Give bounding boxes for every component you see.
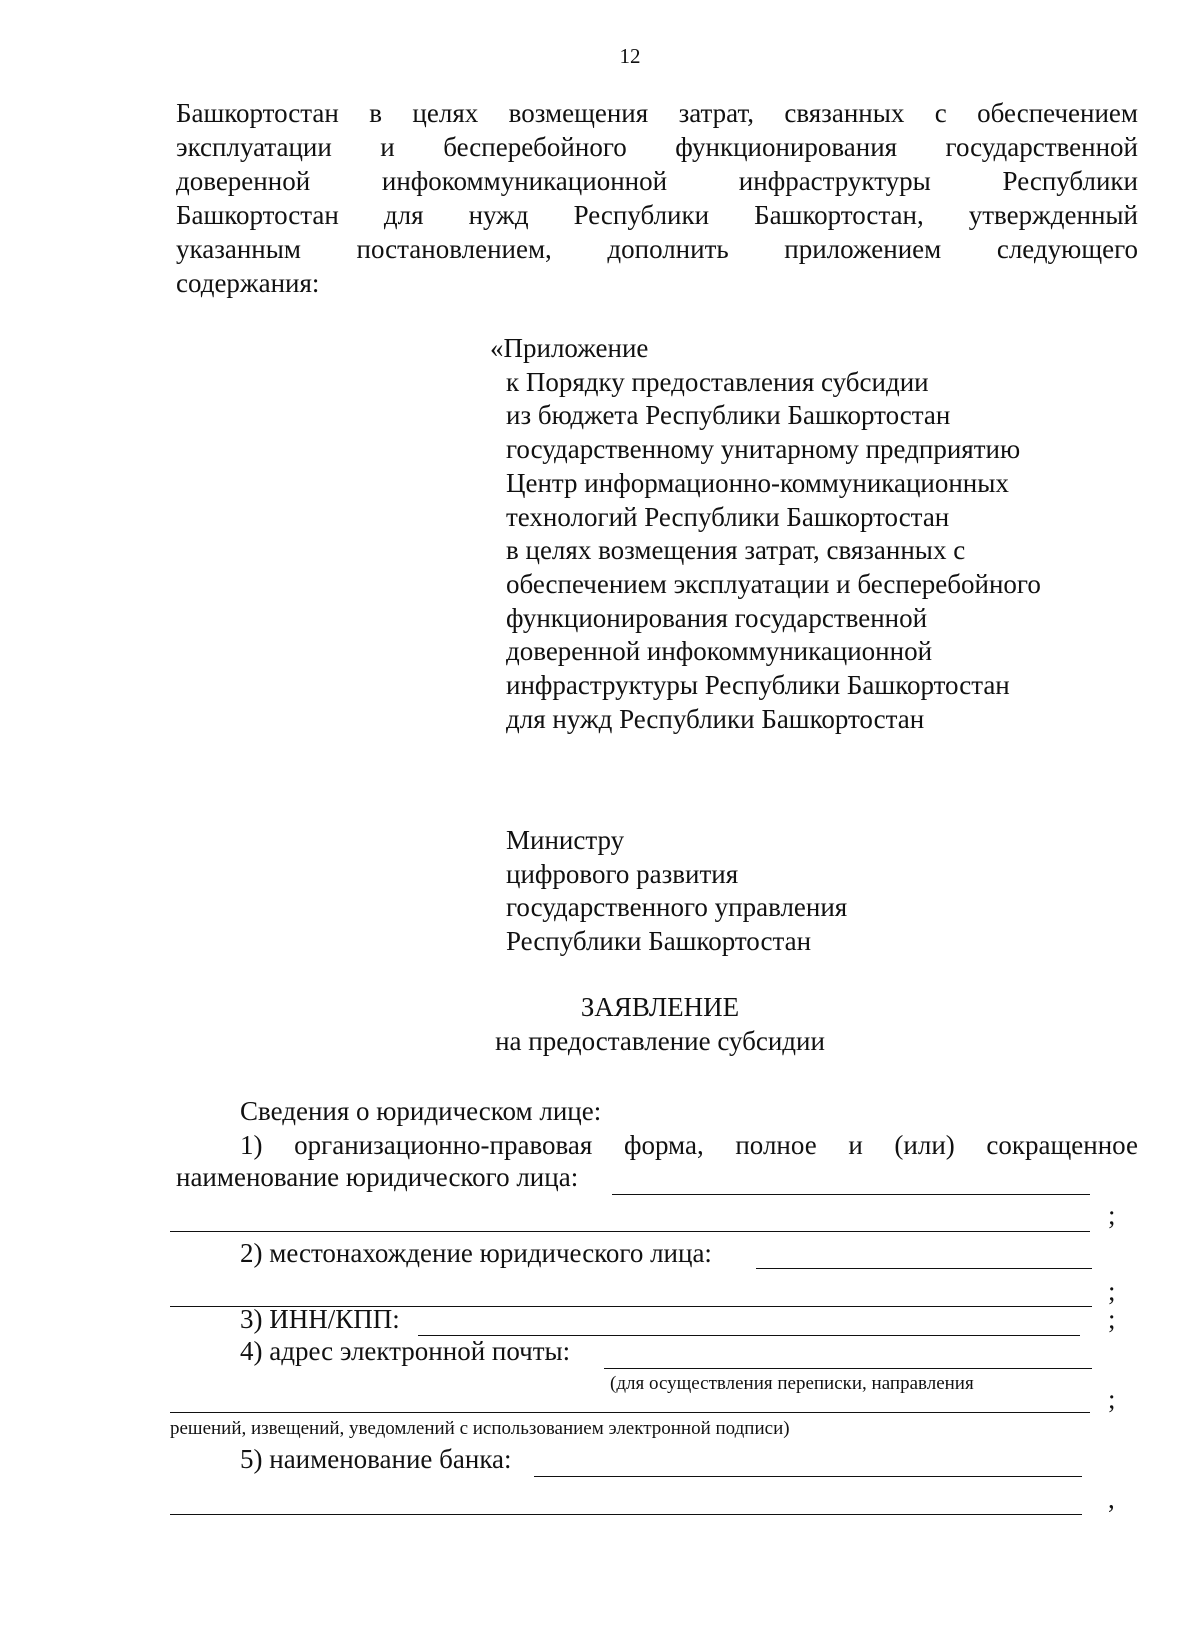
item1-label-cont: наименование юридического лица:	[176, 1162, 579, 1192]
appendix-line: государственному унитарному предприятию	[506, 434, 1021, 465]
addressee-line: Республики Башкортостан	[506, 925, 812, 956]
intro-paragraph	[176, 96, 1138, 300]
item4-label: 4) адрес электронной почты:	[240, 1336, 571, 1366]
appendix-line: инфраструктуры Республики Башкортостан	[506, 670, 1010, 701]
intro-line: Башкортостан в целях возмещения затрат, связанных с обеспечением	[176, 98, 1138, 128]
appendix-heading: «Приложение	[490, 333, 649, 363]
appendix-line: Центр информационно-коммуникационных	[506, 467, 1009, 498]
addressee-line: цифрового развития	[506, 858, 739, 889]
item5-label: 5) наименование банка:	[240, 1444, 512, 1474]
appendix-line: для нужд Республики Башкортостан	[506, 703, 925, 734]
intro-line: содержания:	[176, 268, 320, 298]
appendix-line: в целях возмещения затрат, связанных с	[506, 535, 966, 566]
item1-input-line[interactable]	[612, 1194, 1090, 1195]
semicolon: ;	[1108, 1200, 1116, 1230]
appendix-heading-block	[490, 332, 1041, 736]
intro-line: указанным постановлением, дополнить приложением следующего	[176, 234, 1138, 264]
addressee-line: Министру	[506, 825, 625, 855]
form-intro: Сведения о юридическом лице:	[240, 1096, 602, 1126]
item4-hint-cont: решений, извещений, уведомлений с использованием электронной подписи)	[170, 1418, 790, 1439]
item2-label: 2) местонахождение юридического лица:	[240, 1238, 712, 1268]
item1-input-line-2[interactable]	[170, 1231, 1090, 1232]
item4-input-line-2[interactable]	[170, 1412, 1090, 1413]
document-title: ЗАЯВЛЕНИЕ	[580, 992, 740, 1022]
item4-hint: (для осуществления переписки, направления	[610, 1373, 974, 1394]
appendix-line: к Порядку предоставления субсидии	[506, 366, 929, 397]
semicolon: ;	[1108, 1384, 1116, 1414]
appendix-line: функционирования государственной	[506, 602, 928, 633]
item3-label: 3) ИНН/КПП:	[240, 1304, 400, 1334]
semicolon: ;	[1108, 1304, 1116, 1334]
intro-line: доверенной инфокоммуникационной инфраструктуры Республики	[176, 166, 1138, 196]
comma: ,	[1108, 1484, 1115, 1514]
item4-input-line[interactable]	[604, 1368, 1092, 1369]
semicolon: ;	[1108, 1276, 1116, 1306]
item5-input-line[interactable]	[534, 1476, 1082, 1477]
addressee-block	[506, 824, 847, 958]
document-subtitle: на предоставление субсидии	[495, 1026, 825, 1056]
intro-line: Башкортостан для нужд Республики Башкортостан, утвержденный	[176, 200, 1138, 230]
appendix-line: из бюджета Республики Башкортостан	[506, 400, 951, 431]
appendix-line: доверенной инфокоммуникационной	[506, 636, 933, 667]
page-number: 12	[619, 44, 641, 68]
appendix-line: обеспечением эксплуатации и бесперебойного	[506, 568, 1041, 599]
item1-label: 1) организационно-правовая форма, полное и (или) сокращенное	[240, 1130, 1138, 1160]
appendix-line: технологий Республики Башкортостан	[506, 501, 950, 532]
intro-line: эксплуатации и бесперебойного функционирования государственной	[176, 132, 1138, 162]
item5-input-line-2[interactable]	[170, 1514, 1082, 1515]
item2-input-line[interactable]	[756, 1268, 1092, 1269]
addressee-line: государственного управления	[506, 892, 848, 922]
